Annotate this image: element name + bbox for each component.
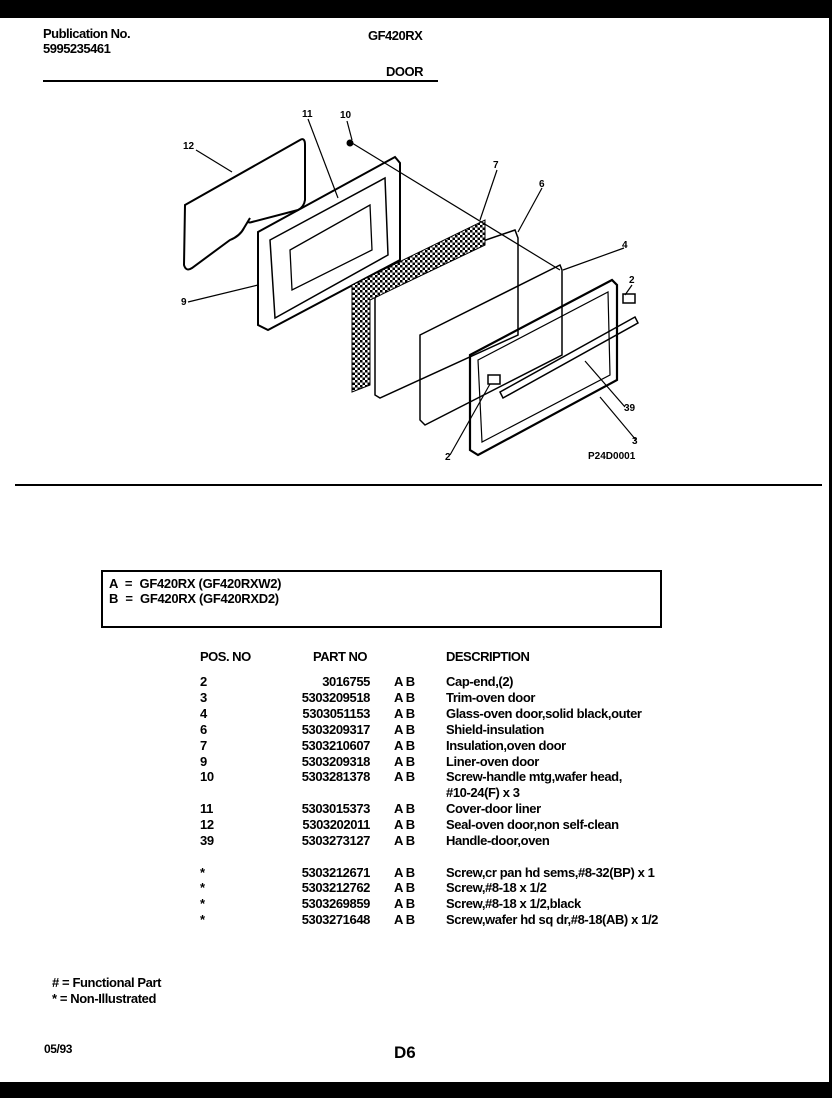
- callout-11: 11: [302, 109, 313, 120]
- model-legend-box: [101, 570, 662, 628]
- model-codes: A B: [394, 912, 415, 927]
- callout-39: 39: [624, 403, 636, 414]
- pos-no: *: [200, 912, 205, 927]
- description: #10-24(F) x 3: [446, 785, 520, 800]
- pos-no: 39: [200, 833, 214, 848]
- description: Seal-oven door,non self-clean: [446, 817, 619, 832]
- pos-no: 10: [200, 769, 214, 784]
- page-number: D6: [394, 1043, 416, 1062]
- diagram-divider: [15, 484, 822, 486]
- pos-no: 6: [200, 722, 207, 737]
- legend-key-a: A: [109, 576, 118, 591]
- description: Shield-insulation: [446, 722, 544, 737]
- callout-2-left: 2: [445, 452, 451, 463]
- model-codes: A B: [394, 880, 415, 895]
- description: Cover-door liner: [446, 801, 541, 816]
- legend-line-a: [109, 576, 281, 591]
- callout-9: 9: [181, 297, 187, 308]
- model-codes: A B: [394, 706, 415, 721]
- model-codes: A B: [394, 801, 415, 816]
- description: Liner-oven door: [446, 754, 539, 769]
- header-part-no: PART NO: [313, 649, 368, 664]
- model-codes: A B: [394, 690, 415, 705]
- legend-line-b: [109, 591, 279, 606]
- callout-10: 10: [340, 110, 352, 121]
- model-codes: A B: [394, 817, 415, 832]
- part-no: 5303209518: [301, 690, 370, 705]
- model-codes: A B: [394, 769, 415, 784]
- description: Insulation,oven door: [446, 738, 566, 753]
- callout-6: 6: [539, 179, 545, 190]
- part-no: 3016755: [322, 674, 370, 689]
- part-no: 5303271648: [301, 912, 370, 927]
- pos-no: 7: [200, 738, 207, 753]
- legend-value-b: GF420RX (GF420RXD2): [140, 591, 279, 606]
- part-no: 5303212671: [301, 865, 370, 880]
- pos-no: 4: [200, 706, 207, 721]
- description: Cap-end,(2): [446, 674, 514, 689]
- model-codes: A B: [394, 896, 415, 911]
- model-codes: A B: [394, 722, 415, 737]
- callout-12: 12: [183, 141, 195, 152]
- model-codes: A B: [394, 754, 415, 769]
- header-divider: [43, 80, 438, 82]
- parts-table-header: [0, 649, 832, 667]
- model-codes: A B: [394, 674, 415, 689]
- part-no: 5303051153: [302, 706, 370, 721]
- publication-number: 5995235461: [43, 41, 111, 56]
- legend-eq-b: =: [125, 591, 133, 606]
- part-no: 5303210607: [301, 738, 370, 753]
- pos-no: *: [200, 865, 205, 880]
- model-codes: A B: [394, 738, 415, 753]
- part-no: 5303273127: [301, 833, 370, 848]
- exploded-door-diagram: [170, 100, 650, 470]
- callout-2-right: 2: [629, 275, 635, 286]
- part-no: 5303209317: [301, 722, 370, 737]
- part-no: 5303281378: [301, 769, 370, 784]
- footnote-non-illustrated: * = Non-Illustrated: [52, 991, 156, 1006]
- callout-3: 3: [632, 436, 638, 447]
- footnote-functional-part: # = Functional Part: [52, 975, 162, 990]
- description: Screw-handle mtg,wafer head,: [446, 769, 622, 784]
- revision-date: 05/93: [44, 1042, 73, 1056]
- description: Trim-oven door: [446, 690, 536, 705]
- legend-key-b: B: [109, 591, 119, 606]
- header-description: DESCRIPTION: [446, 649, 530, 664]
- part-no: 5303269859: [301, 896, 370, 911]
- scan-border-bottom: [0, 1082, 832, 1098]
- model-codes: A B: [394, 865, 415, 880]
- description: Glass-oven door,solid black,outer: [446, 706, 642, 721]
- description: Screw,#8-18 x 1/2,black: [446, 896, 581, 911]
- description: Screw,wafer hd sq dr,#8-18(AB) x 1/2: [446, 912, 658, 927]
- pos-no: 2: [200, 674, 207, 689]
- publication-label: Publication No.: [43, 26, 131, 41]
- legend-eq-a: =: [124, 576, 133, 591]
- model-title: GF420RX: [368, 28, 423, 43]
- part-no: 5303209318: [301, 754, 370, 769]
- part-no: 5303202011: [302, 817, 370, 832]
- pos-no: 9: [200, 754, 207, 769]
- legend-value-a: GF420RX (GF420RXW2): [139, 576, 282, 591]
- scan-border-top: [0, 0, 832, 18]
- callout-4: 4: [622, 240, 628, 251]
- pos-no: *: [200, 896, 205, 911]
- pos-no: *: [200, 880, 205, 895]
- description: Screw,#8-18 x 1/2: [446, 880, 547, 895]
- pos-no: 12: [200, 817, 214, 832]
- header-pos-no: POS. NO: [200, 649, 251, 664]
- description: Handle-door,oven: [446, 833, 550, 848]
- part-no: 5303015373: [301, 801, 370, 816]
- pos-no: 11: [200, 801, 213, 816]
- part-no: 5303212762: [301, 880, 370, 895]
- pos-no: 3: [200, 690, 207, 705]
- section-title: DOOR: [386, 64, 423, 79]
- figure-id: P24D0001: [588, 451, 636, 462]
- callout-7: 7: [493, 160, 499, 171]
- model-codes: A B: [394, 833, 415, 848]
- description: Screw,cr pan hd sems,#8-32(BP) x 1: [446, 865, 655, 880]
